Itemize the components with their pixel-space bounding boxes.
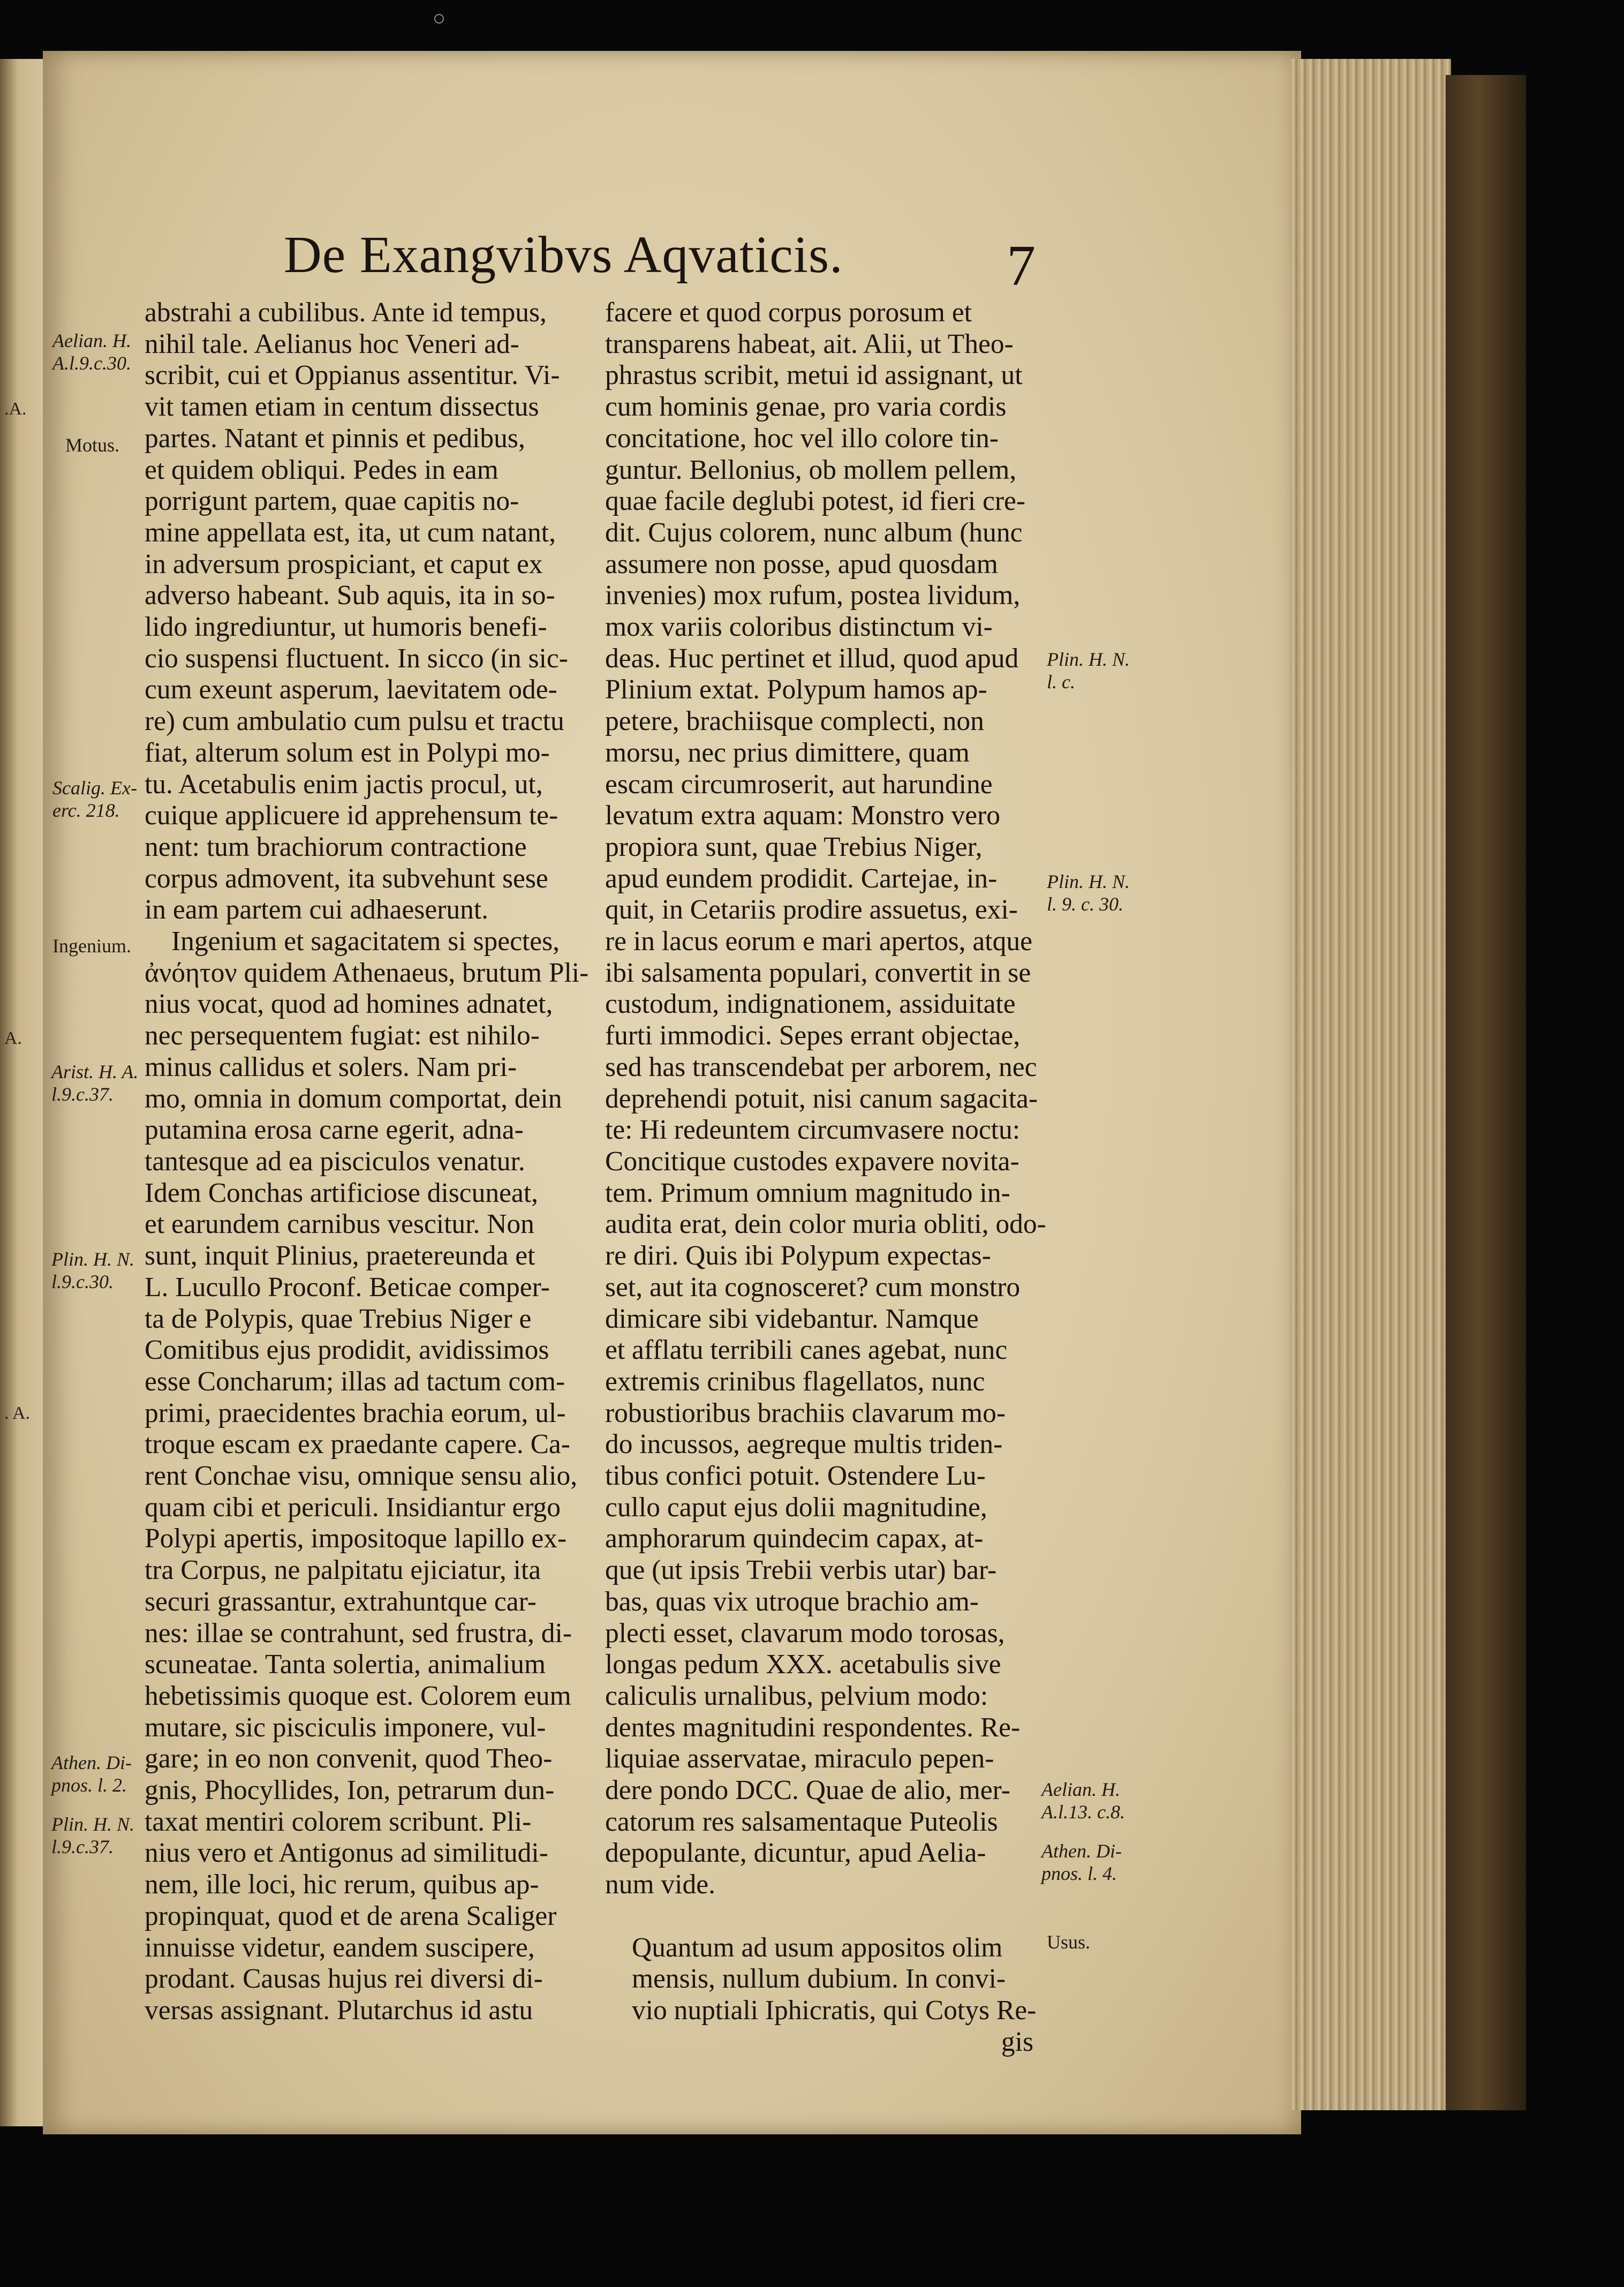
text-line: mutare, sic pisciculis imponere, vul-: [145, 1712, 546, 1743]
text-line: quam cibi et periculi. Insidiantur ergo: [145, 1492, 561, 1523]
text-line: adverso habeant. Sub aquis, ita in so-: [145, 580, 555, 611]
text-line: lido ingrediuntur, ut humoris benefi-: [145, 612, 547, 643]
text-line: morsu, nec prius dimittere, quam: [605, 737, 970, 768]
text-line: furti immodici. Sepes errant objectae,: [605, 1020, 1021, 1051]
text-line: tu. Acetabulis enim jactis procul, ut,: [145, 769, 543, 800]
text-line: bas, quas vix utroque brachio am-: [605, 1586, 979, 1617]
margin-note: Plin. H. N. l.9.c.30.: [51, 1248, 135, 1292]
text-line: corpus admovent, ita subvehunt sese: [145, 863, 548, 894]
text-line: tem. Primum omnium magnitudo in-: [605, 1177, 1010, 1208]
text-line: amphorarum quindecim capax, at-: [605, 1523, 984, 1554]
text-line: num vide.: [605, 1869, 715, 1900]
margin-note: Motus.: [65, 434, 120, 456]
text-line: set, aut ita cognosceret? cum monstro: [605, 1272, 1021, 1303]
text-line: minus callidus et solers. Nam pri-: [145, 1051, 517, 1082]
text-line: sunt, inquit Plinius, praetereunda et: [145, 1240, 535, 1272]
text-line: re) cum ambulatio cum pulsu et tractu: [145, 706, 564, 737]
text-line: quae facile deglubi potest, id fieri cre-: [605, 486, 1026, 517]
text-line: dentes magnitudini respondentes. Re-: [605, 1712, 1021, 1743]
text-line: robustioribus brachiis clavarum mo-: [605, 1397, 1006, 1428]
margin-note: Aelian. H. A.l.13. c.8.: [1041, 1779, 1125, 1823]
running-header: De Exangvibvs Aqvaticis.: [284, 226, 843, 284]
margin-note: Athen. Di- pnos. l. 2.: [51, 1752, 132, 1796]
text-line: propinquat, quod et de arena Scaliger: [145, 1900, 557, 1931]
text-line: deas. Huc pertinet et illud, quod apud: [605, 643, 1019, 674]
facing-page-fragment: .A.: [4, 399, 27, 419]
text-line: facere et quod corpus porosum et: [605, 297, 972, 328]
text-line: innuisse videtur, eandem suscipere,: [145, 1932, 535, 1963]
text-line: primi, praecidentes brachia eorum, ul-: [145, 1397, 566, 1428]
text-line: dimicare sibi videbantur. Namque: [605, 1303, 979, 1334]
text-line: in eam partem cui adhaeserunt.: [145, 894, 489, 926]
facing-page-fragment: A.: [4, 1028, 22, 1048]
text-line: cum exeunt asperum, laevitatem ode-: [145, 674, 557, 705]
text-line: securi grassantur, extrahuntque car-: [145, 1586, 537, 1617]
text-line: escam circumroserit, aut harundine: [605, 769, 993, 800]
text-line: taxat mentiri colorem scribunt. Pli-: [145, 1806, 532, 1837]
margin-note: Plin. H. N. l. c.: [1047, 649, 1130, 693]
text-line: phrastus scribit, metui id assignant, ut: [605, 360, 1023, 391]
text-line: L. Lucullo Proconf. Beticae comper-: [145, 1272, 550, 1303]
text-line: mox variis coloribus distinctum vi-: [605, 612, 993, 643]
text-line: ta de Polypis, quae Trebius Niger e: [145, 1303, 532, 1334]
text-line: levatum extra aquam: Monstro vero: [605, 800, 1000, 831]
text-line: plecti esset, clavarum modo torosas,: [605, 1618, 1005, 1649]
text-line: Idem Conchas artificiose discuneat,: [145, 1177, 539, 1208]
margin-note: Athen. Di- pnos. l. 4.: [1041, 1840, 1122, 1884]
text-line: ibi salsamenta populari, convertit in se: [605, 957, 1031, 988]
text-line: tibus confici potuit. Ostendere Lu-: [605, 1461, 986, 1492]
text-line: dit. Cujus colorem, nunc album (hunc: [605, 517, 1023, 548]
text-line: cullo caput ejus dolii magnitudine,: [605, 1492, 987, 1523]
text-line: que (ut ipsis Trebii verbis utar) bar-: [605, 1555, 997, 1586]
text-line: cum hominis genae, pro varia cordis: [605, 392, 1007, 423]
scan-marker: [434, 14, 444, 24]
text-line: hebetissimis quoque est. Colorem eum: [145, 1680, 571, 1711]
margin-note: Plin. H. N. l.9.c.37.: [51, 1814, 135, 1857]
text-column-left: [145, 297, 589, 2027]
text-line: scuneatae. Tanta solertia, animalium: [145, 1649, 546, 1680]
text-line: do incussos, aegreque multis triden-: [605, 1429, 1003, 1460]
text-line: scribit, cui et Oppianus assentitur. Vi-: [145, 360, 560, 391]
text-line: concitatione, hoc vel illo colore tin-: [605, 423, 999, 454]
text-line: versas assignant. Plutarchus id astu: [145, 1995, 533, 2026]
text-line: in adversum prospiciant, et caput ex: [145, 548, 543, 580]
text-line: nius vocat, quod ad homines adnatet,: [145, 989, 553, 1020]
margin-note: Plin. H. N. l. 9. c. 30.: [1047, 871, 1130, 915]
text-line: te: Hi redeuntem circumvasere noctu:: [605, 1115, 1021, 1146]
text-line: mo, omnia in domum comportat, dein: [145, 1083, 562, 1114]
text-line: quit, in Cetariis prodire assuetus, exi-: [605, 894, 1018, 926]
text-line: fiat, alterum solum est in Polypi mo-: [145, 737, 550, 768]
text-line: nius vero et Antigonus ad similitudi-: [145, 1838, 548, 1869]
text-line: cio suspensi fluctuent. In sicco (in sic-: [145, 643, 568, 674]
facing-page-fragment: . A.: [4, 1403, 31, 1423]
text-line: extremis crinibus flagellatos, nunc: [605, 1366, 985, 1397]
text-line: abstrahi a cubilibus. Ante id tempus,: [145, 297, 547, 328]
text-line: troque escam ex praedante capere. Ca-: [145, 1429, 570, 1460]
text-line: re diri. Quis ibi Polypum expectas-: [605, 1240, 991, 1272]
text-column-right: [605, 297, 1046, 2058]
text-line: nem, ille loci, hic rerum, quibus ap-: [145, 1869, 539, 1900]
text-line: deprehendi potuit, nisi canum sagacita-: [605, 1083, 1038, 1114]
text-line: Concitique custodes expavere novita-: [605, 1146, 1019, 1177]
text-line: re in lacus eorum e mari apertos, atque: [605, 926, 1032, 957]
text-line: mine appellata est, ita, ut cum natant,: [145, 517, 556, 548]
text-line: rent Conchae visu, omnique sensu alio,: [145, 1461, 578, 1492]
text-line: vio nuptiali Iphicratis, qui Cotys Re-: [632, 1995, 1037, 2026]
text-line: petere, brachiisque complecti, non: [605, 706, 984, 737]
text-line: putamina erosa carne egerit, adna-: [145, 1115, 524, 1146]
margin-note: Aelian. H. A.l.9.c.30.: [52, 330, 131, 374]
text-line: nent: tum brachiorum contractione: [145, 831, 527, 862]
text-line: Comitibus ejus prodidit, avidissimos: [145, 1335, 549, 1366]
margin-note: Ingenium.: [52, 935, 131, 957]
text-line: et earundem carnibus vescitur. Non: [145, 1209, 534, 1240]
margin-note: Arist. H. A. l.9.c.37.: [51, 1061, 139, 1105]
text-line: catorum res salsamentaque Puteolis: [605, 1806, 998, 1837]
margin-note: Usus.: [1047, 1931, 1091, 1953]
text-line: Plinium extat. Polypum hamos ap-: [605, 674, 987, 705]
text-line: esse Concharum; illas ad tactum com-: [145, 1366, 565, 1397]
text-line: mensis, nullum dubium. In convi-: [632, 1963, 1006, 1995]
text-line: longas pedum XXX. acetabulis sive: [605, 1649, 1001, 1680]
text-line: caliculis urnalibus, pelvium modo:: [605, 1680, 988, 1711]
margin-note: Scalig. Ex- erc. 218.: [52, 777, 137, 821]
book-cover-board: [1446, 75, 1526, 2110]
text-line: gare; in eo non convenit, quod Theo-: [145, 1743, 553, 1774]
page-number: 7: [1007, 234, 1036, 298]
text-line: sed has transcendebat per arborem, nec: [605, 1051, 1037, 1082]
text-line: cuique applicuere id apprehensum te-: [145, 800, 558, 831]
text-line: liquiae asservatae, miraculo pepen-: [605, 1743, 994, 1774]
text-line: invenies) mox rufum, postea lividum,: [605, 580, 1021, 611]
page-stack-edge: [1290, 59, 1451, 2110]
text-line: et afflatu terribili canes agebat, nunc: [605, 1335, 1008, 1366]
text-line: depopulante, dicuntur, apud Aelia-: [605, 1838, 986, 1869]
text-line: gis: [1001, 2026, 1033, 2057]
text-line: nes: illae se contrahunt, sed frustra, di-: [145, 1618, 572, 1649]
text-line: porrigunt partem, quae capitis no-: [145, 486, 519, 517]
text-line: nec persequentem fugiat: est nihilo-: [145, 1020, 540, 1051]
text-line: ἀνόητον quidem Athenaeus, brutum Pli-: [145, 957, 589, 988]
text-line: custodum, indignationem, assiduitate: [605, 989, 1016, 1020]
text-line: apud eundem prodidit. Cartejae, in-: [605, 863, 998, 894]
text-line: dere pondo DCC. Quae de alio, mer-: [605, 1775, 1010, 1806]
text-line: partes. Natant et pinnis et pedibus,: [145, 423, 525, 454]
text-line: gnis, Phocyllides, Ion, petrarum dun-: [145, 1775, 555, 1806]
text-line: Quantum ad usum appositos olim: [632, 1932, 1003, 1963]
text-line: Ingenium et sagacitatem si spectes,: [171, 926, 560, 957]
text-line: transparens habeat, ait. Alii, ut Theo-: [605, 328, 1014, 359]
text-line: prodant. Causas hujus rei diversi di-: [145, 1963, 543, 1995]
text-line: assumere non posse, apud quosdam: [605, 548, 998, 580]
text-line: tantesque ad ea pisciculos venatur.: [145, 1146, 525, 1177]
text-line: nihil tale. Aelianus hoc Veneri ad-: [145, 328, 519, 359]
text-line: propiora sunt, quae Trebius Niger,: [605, 831, 983, 862]
text-line: tra Corpus, ne palpitatu ejiciatur, ita: [145, 1555, 541, 1586]
text-line: et quidem obliqui. Pedes in eam: [145, 454, 498, 485]
text-line: [605, 1901, 1033, 1932]
text-line: audita erat, dein color muria obliti, odo-: [605, 1209, 1046, 1240]
text-line: guntur. Bellonius, ob mollem pellem,: [605, 454, 1017, 485]
text-line: Polypi apertis, impositoque lapillo ex-: [145, 1523, 567, 1554]
text-line: vit tamen etiam in centum dissectus: [145, 392, 539, 423]
